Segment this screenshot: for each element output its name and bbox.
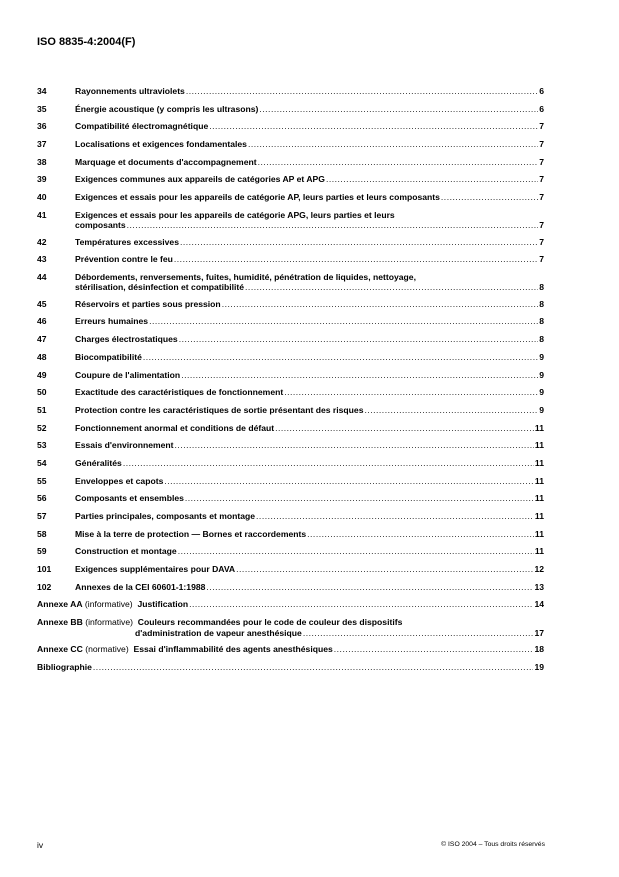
toc-number: 47	[37, 334, 47, 345]
toc-leader	[185, 493, 534, 504]
toc-page: 19	[534, 661, 544, 672]
toc-leader	[180, 237, 538, 248]
toc-title: Rayonnements ultraviolets	[75, 86, 185, 96]
toc-title: Énergie acoustique (y compris les ultrasons)	[75, 103, 259, 114]
annex-entry[interactable]	[37, 599, 544, 610]
toc-number: 54	[37, 457, 47, 468]
toc-leader	[174, 254, 538, 265]
toc-entry[interactable]	[37, 139, 544, 150]
toc-leader	[236, 564, 533, 575]
toc-entry[interactable]	[37, 237, 544, 248]
toc-entry[interactable]	[37, 254, 544, 265]
toc-entry[interactable]	[37, 210, 544, 231]
toc-entry[interactable]	[37, 511, 544, 522]
toc-number: 35	[37, 103, 47, 114]
toc-page: 7	[539, 236, 544, 247]
toc-leader	[93, 662, 534, 673]
toc-number: 102	[37, 581, 52, 592]
toc-leader	[164, 476, 534, 487]
toc-number: 58	[37, 528, 47, 539]
toc-leader	[259, 104, 538, 115]
table-of-contents	[37, 86, 544, 679]
toc-entry[interactable]	[37, 352, 544, 363]
annex-title-line1: Couleurs recommandées pour le code de couleur des dispositifs	[137, 617, 403, 628]
toc-leader	[209, 121, 538, 132]
toc-number: 52	[37, 422, 47, 433]
toc-title: Parties principales, composants et montage	[75, 511, 256, 522]
toc-title: Enveloppes et capots	[75, 475, 164, 486]
toc-number: 51	[37, 404, 47, 415]
toc-page: 9	[539, 351, 544, 362]
toc-leader	[307, 529, 534, 540]
toc-entry[interactable]	[37, 476, 544, 487]
toc-leader	[284, 387, 538, 398]
toc-entry[interactable]	[37, 405, 544, 416]
toc-page: 9	[539, 369, 544, 380]
toc-title: Construction et montage	[75, 546, 177, 557]
toc-title: Exigences supplémentaires pour DAVA	[75, 564, 236, 575]
annex-mode: (informative)	[84, 599, 133, 610]
toc-page: 11	[534, 457, 544, 468]
toc-page: 18	[534, 643, 544, 654]
toc-page: 7	[539, 192, 544, 203]
toc-number: 49	[37, 369, 47, 380]
toc-entry[interactable]	[37, 564, 544, 575]
toc-entry[interactable]	[37, 529, 544, 540]
toc-number: 57	[37, 511, 47, 522]
toc-entry[interactable]	[37, 493, 544, 504]
annex-title: Essai d'inflammabilité des agents anesthésiques	[133, 643, 333, 654]
toc-entry[interactable]	[37, 192, 544, 203]
toc-title: Réservoirs et parties sous pression	[75, 298, 221, 309]
toc-entry[interactable]	[37, 582, 544, 593]
toc-leader	[181, 370, 538, 381]
toc-number: 59	[37, 546, 47, 557]
toc-page: 11	[534, 511, 544, 522]
toc-title: Erreurs humaines	[75, 316, 149, 327]
toc-leader	[334, 644, 534, 655]
toc-entry[interactable]	[37, 387, 544, 398]
toc-leader	[364, 405, 538, 416]
toc-entry[interactable]	[37, 157, 544, 168]
toc-page: 11	[534, 493, 544, 504]
toc-page: 8	[539, 282, 544, 293]
toc-entry[interactable]	[37, 370, 544, 381]
toc-entry[interactable]	[37, 104, 544, 115]
toc-leader	[258, 157, 539, 168]
toc-number: 53	[37, 440, 47, 451]
toc-entry[interactable]	[37, 458, 544, 469]
annex-mode: (informative)	[85, 617, 133, 628]
toc-page: 7	[539, 121, 544, 132]
toc-leader	[303, 628, 534, 639]
toc-title-line2: composants	[75, 220, 126, 231]
document-header: ISO 8835-4:2004(F)	[37, 36, 136, 48]
toc-leader	[143, 352, 538, 363]
toc-page: 8	[539, 316, 544, 327]
toc-page: 6	[539, 86, 544, 96]
toc-page: 13	[534, 581, 544, 592]
toc-entry[interactable]	[37, 334, 544, 345]
toc-leader	[245, 282, 538, 293]
toc-number: 56	[37, 493, 47, 504]
toc-page: 11	[534, 475, 544, 486]
toc-entry[interactable]	[37, 174, 544, 185]
toc-page: 7	[539, 156, 544, 167]
toc-leader	[206, 582, 533, 593]
annex-entry[interactable]	[37, 617, 544, 638]
toc-number: 48	[37, 351, 47, 362]
toc-number: 40	[37, 192, 47, 203]
toc-page: 14	[534, 599, 544, 610]
toc-number: 38	[37, 156, 47, 167]
toc-title: Coupure de l'alimentation	[75, 369, 181, 380]
toc-title: Protection contre les caractéristiques de sortie présentant des risques	[75, 404, 364, 415]
toc-page: 11	[534, 546, 544, 557]
toc-entry[interactable]	[37, 423, 544, 434]
annex-title: Justification	[137, 599, 189, 610]
annex-entry[interactable]	[37, 644, 544, 655]
toc-page: 7	[539, 174, 544, 185]
toc-leader	[256, 511, 534, 522]
toc-number: 44	[37, 271, 47, 282]
toc-entry[interactable]	[37, 299, 544, 310]
toc-entry[interactable]	[37, 316, 544, 327]
annex-mode: (normative)	[85, 643, 129, 654]
toc-page: 7	[539, 139, 544, 150]
annex-title-line2: d'administration de vapeur anesthésique	[135, 627, 302, 638]
bibliography-title: Bibliographie	[37, 661, 92, 672]
toc-page: 9	[539, 387, 544, 398]
toc-leader	[186, 86, 538, 97]
toc-page: 8	[539, 334, 544, 345]
toc-page: 8	[539, 298, 544, 309]
toc-title: Mise à la terre de protection — Bornes et raccordements	[75, 528, 307, 539]
toc-number: 50	[37, 387, 47, 398]
toc-number: 46	[37, 316, 47, 327]
toc-page: 6	[539, 103, 544, 114]
toc-number: 39	[37, 174, 47, 185]
page-number: iv	[37, 840, 44, 850]
toc-leader	[441, 192, 538, 203]
toc-leader	[149, 316, 538, 327]
toc-title: Marquage et documents d'accompagnement	[75, 156, 257, 167]
toc-title: Essais d'environnement	[75, 440, 174, 451]
toc-leader	[275, 423, 534, 434]
toc-page: 9	[539, 404, 544, 415]
toc-leader	[222, 299, 539, 310]
toc-page: 11	[534, 528, 544, 539]
toc-title: Prévention contre le feu	[75, 254, 173, 265]
toc-title: Exigences et essais pour les appareils de catégorie AP, leurs parties et leurs composants	[75, 192, 440, 203]
toc-title: Exactitude des caractéristiques de fonctionnement	[75, 387, 284, 398]
toc-entry[interactable]	[37, 440, 544, 451]
toc-leader	[248, 139, 538, 150]
toc-title: Charges électrostatiques	[75, 334, 178, 345]
annex-label: Annexe BB	[37, 617, 83, 628]
toc-number: 55	[37, 475, 47, 486]
toc-entry[interactable]	[37, 86, 544, 97]
toc-page: 17	[534, 627, 544, 638]
toc-leader	[179, 334, 539, 345]
toc-title-line1: Débordements, renversements, fuites, humidité, pénétration de liquides, nettoyage,	[75, 271, 416, 282]
toc-title: Localisations et exigences fondamentales	[75, 139, 247, 150]
toc-title: Fonctionnement anormal et conditions de défaut	[75, 422, 275, 433]
toc-number: 41	[37, 209, 47, 220]
toc-number: 43	[37, 254, 47, 265]
toc-leader	[175, 440, 534, 451]
toc-title: Généralités	[75, 457, 122, 468]
toc-leader	[326, 174, 538, 185]
toc-title: Biocompatibilité	[75, 351, 142, 362]
toc-leader	[127, 220, 539, 231]
toc-page: 7	[539, 220, 544, 231]
toc-title: Températures excessives	[75, 236, 179, 247]
toc-leader	[123, 458, 534, 469]
annex-label: Annexe AA	[37, 599, 83, 610]
toc-number: 34	[37, 86, 47, 96]
annex-label: Annexe CC	[37, 643, 83, 654]
toc-page: 11	[534, 440, 544, 451]
toc-title: Exigences communes aux appareils de catégories AP et APG	[75, 174, 325, 185]
toc-title: Annexes de la CEI 60601-1:1988	[75, 581, 206, 592]
toc-page: 7	[539, 254, 544, 265]
copyright-notice: © ISO 2004 – Tous droits réservés	[441, 841, 545, 848]
toc-leader	[189, 599, 533, 610]
toc-title: Composants et ensembles	[75, 493, 184, 504]
toc-number: 101	[37, 564, 52, 575]
toc-leader	[178, 546, 534, 557]
bibliography-entry[interactable]	[37, 662, 544, 673]
toc-number: 36	[37, 121, 47, 132]
toc-entry[interactable]	[37, 272, 544, 293]
toc-entry[interactable]	[37, 121, 544, 132]
toc-number: 45	[37, 298, 47, 309]
toc-title: Compatibilité électromagnétique	[75, 121, 209, 132]
toc-page: 11	[534, 422, 544, 433]
toc-title-line2: stérilisation, désinfection et compatibilité	[75, 282, 245, 293]
toc-title-line1: Exigences et essais pour les appareils de catégorie APG, leurs parties et leurs	[75, 209, 395, 220]
toc-number: 37	[37, 139, 47, 150]
toc-entry[interactable]	[37, 546, 544, 557]
toc-number: 42	[37, 236, 47, 247]
toc-page: 12	[534, 564, 544, 575]
